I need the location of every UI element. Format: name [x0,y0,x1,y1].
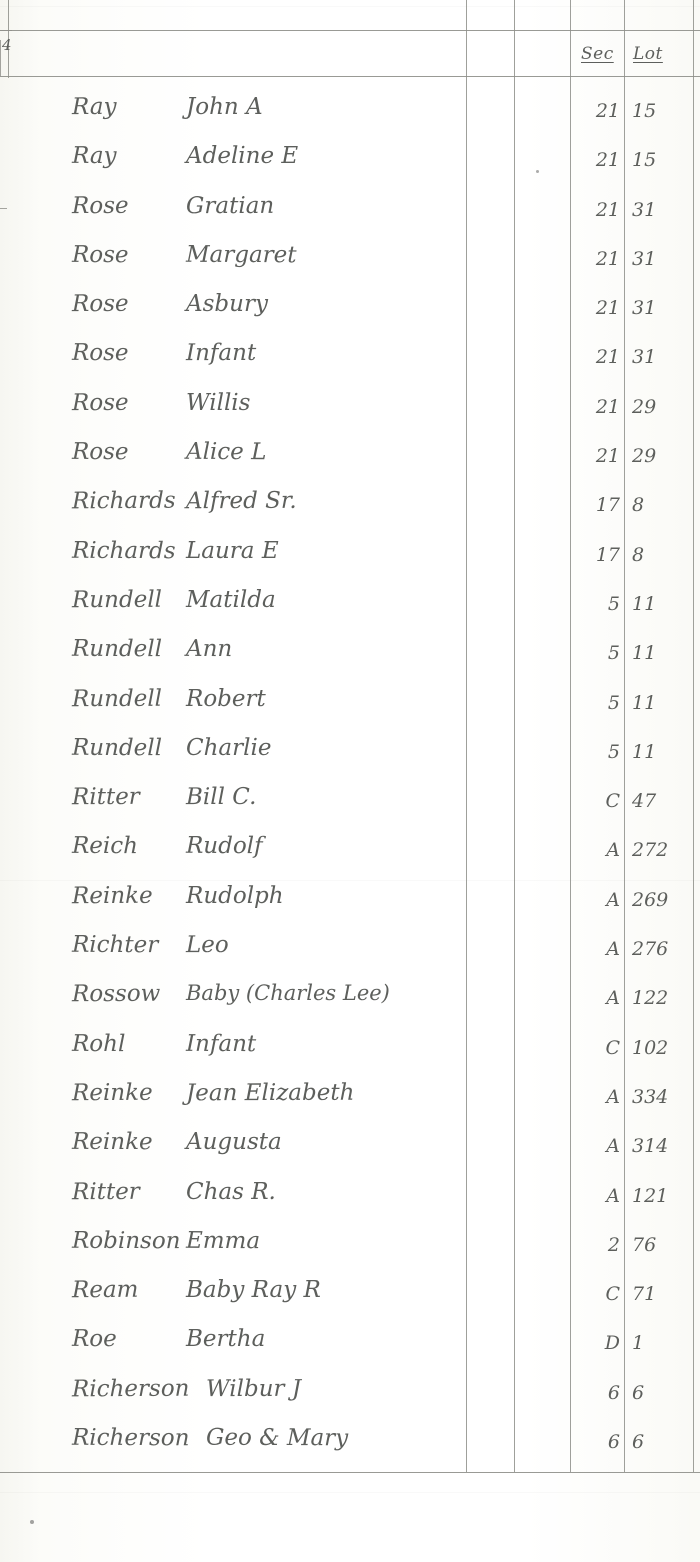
row-section: C [605,790,620,813]
row-lot: 11 [632,740,657,763]
row-surname: Richerson [71,1424,190,1452]
row-surname: Robinson [71,1227,181,1255]
row-lot: 76 [632,1233,657,1256]
row-lot: 31 [632,247,657,270]
row-section: 21 [595,100,620,122]
row-section: 21 [595,297,620,320]
column-header-section: Sec [581,44,614,64]
row-given-name: Rudolph [186,882,284,909]
row-given-name: Ann [185,636,233,663]
row-surname: Rose [71,340,129,367]
row-surname: Reich [71,833,139,860]
row-given-name: Baby Ray R [186,1277,321,1304]
row-given-name: Infant [185,1030,257,1057]
row-given-name: Leo [185,931,229,959]
row-surname: Rose [71,389,129,416]
row-lot: 102 [632,1036,669,1059]
row-surname: Rohl [71,1030,126,1057]
row-lot: 11 [632,691,657,714]
table-row[interactable] [0,831,700,880]
row-given-name: Rudolf [185,833,263,860]
row-surname: Rose [71,241,129,269]
row-given-name: Infant [185,340,257,367]
table-row[interactable] [0,585,700,634]
table-row[interactable] [0,881,700,930]
scan-band [0,6,700,7]
table-row[interactable] [0,1029,700,1078]
row-given-name: Margaret [185,241,297,269]
table-row[interactable] [0,733,700,782]
row-lot: 11 [632,592,657,615]
table-row[interactable] [0,684,700,733]
row-given-name: Adeline E [186,143,299,170]
row-surname: Rose [71,291,129,318]
row-surname: Reinke [71,1079,153,1107]
row-lot: 6 [632,1431,645,1454]
table-row[interactable] [0,782,700,831]
table-row[interactable] [0,1078,700,1127]
table-row[interactable] [0,437,700,486]
row-section: A [606,1085,620,1108]
row-surname: Richerson [71,1375,190,1403]
row-surname: Richards [71,537,176,564]
table-row[interactable] [0,338,700,387]
row-given-name: Laura E [186,537,279,564]
row-section: 6 [607,1381,620,1404]
row-section: 21 [595,346,620,369]
table-row[interactable] [0,92,700,141]
row-section: C [605,1036,620,1059]
column-header-group [575,44,695,72]
row-surname: Richter [71,931,159,959]
ledger-rows [0,92,700,1472]
row-surname: Ream [71,1276,139,1304]
row-section: 6 [607,1431,620,1454]
row-given-name: Augusta [186,1129,282,1156]
row-surname: Rose [71,438,129,466]
row-given-name: Baby (Charles Lee) [186,981,390,1006]
table-row[interactable] [0,1423,700,1472]
row-section: D [604,1332,620,1355]
row-lot: 8 [632,494,645,517]
row-given-name: Bill C. [185,784,257,811]
edge-fragment [0,40,1,76]
row-given-name: John A [186,94,263,120]
row-surname: Rundell [71,734,163,762]
row-given-name: Jean Elizabeth [185,1079,355,1107]
row-section: A [606,888,620,911]
table-row[interactable] [0,930,700,979]
row-section: 17 [595,494,620,517]
row-section: C [605,1283,620,1306]
row-section: 5 [607,592,620,615]
row-surname: Reinke [71,1129,153,1156]
table-row[interactable] [0,1324,700,1373]
row-surname: Rundell [71,636,163,663]
row-surname: Reinke [71,882,153,909]
row-surname: Rose [71,192,129,219]
row-given-name: Chas R. [186,1178,276,1205]
header-rule-bottom [0,76,700,77]
table-row[interactable] [0,979,700,1028]
row-surname: Richards [71,488,176,515]
row-lot: 1 [632,1332,645,1355]
row-given-name: Asbury [186,291,268,318]
row-surname: Ray [71,143,117,170]
row-lot: 31 [632,198,657,221]
row-lot: 47 [632,790,657,813]
row-section: 21 [595,149,620,172]
row-surname: Ritter [71,783,140,811]
row-lot: 122 [632,987,669,1010]
table-row[interactable] [0,1275,700,1324]
row-surname: Ray [71,93,117,121]
table-row[interactable] [0,388,700,437]
row-given-name: Charlie [186,734,272,761]
ink-smudge [30,1520,34,1524]
row-section: 21 [595,247,620,270]
row-section: 21 [595,395,620,418]
row-section: A [606,987,620,1010]
row-section: A [606,1184,620,1207]
row-given-name: Matilda [186,586,276,613]
table-row[interactable] [0,240,700,289]
row-surname: Ritter [71,1178,140,1205]
row-given-name: Willis [186,389,251,416]
row-given-name: Geo & Mary [205,1424,349,1452]
row-lot: 15 [632,100,657,122]
row-given-name: Wilbur J [205,1375,302,1402]
row-lot: 314 [632,1135,669,1158]
row-section: 21 [595,198,620,221]
row-lot: 334 [632,1085,669,1108]
row-lot: 269 [632,888,669,911]
row-given-name: Alice L [185,438,267,466]
table-row[interactable] [0,1226,700,1275]
margin-mark: 4 [2,36,12,54]
row-section: A [606,1135,620,1158]
header-rule-top [0,30,700,31]
table-row[interactable] [0,1374,700,1423]
table-row[interactable] [0,191,700,240]
row-lot: 276 [632,938,669,961]
row-given-name: Emma [185,1227,261,1255]
row-lot: 31 [632,346,657,369]
row-lot: 272 [632,839,669,862]
row-lot: 11 [632,642,657,665]
row-given-name: Alfred Sr. [185,488,297,515]
row-surname: Rundell [71,586,163,614]
row-surname: Rossow [71,981,161,1008]
row-given-name: Bertha [186,1326,266,1353]
row-lot: 71 [632,1283,657,1306]
row-lot: 15 [632,149,657,172]
row-lot: 31 [632,297,657,320]
scan-band [0,1492,700,1493]
row-section: 5 [607,642,620,665]
row-surname: Roe [71,1326,117,1353]
edge-fragment [0,30,12,31]
row-lot: 29 [632,395,657,418]
row-section: 2 [607,1233,620,1256]
row-given-name: Gratian [185,192,275,219]
table-row[interactable] [0,486,700,535]
table-row[interactable] [0,536,700,585]
table-row[interactable] [0,634,700,683]
table-row[interactable] [0,1177,700,1226]
row-section: A [606,839,620,862]
column-header-lot: Lot [633,44,663,64]
row-surname: Rundell [71,685,163,712]
table-row[interactable] [0,141,700,190]
row-lot: 121 [632,1184,669,1207]
row-lot: 6 [632,1381,645,1404]
row-section: 21 [595,445,620,468]
row-section: 5 [607,740,620,763]
table-row[interactable] [0,1127,700,1176]
table-row[interactable] [0,289,700,338]
row-section: 17 [595,543,620,566]
row-section: 5 [607,691,620,714]
row-section: A [606,938,620,961]
row-lot: 29 [632,445,657,468]
row-given-name: Robert [186,685,266,712]
row-lot: 8 [632,543,645,566]
